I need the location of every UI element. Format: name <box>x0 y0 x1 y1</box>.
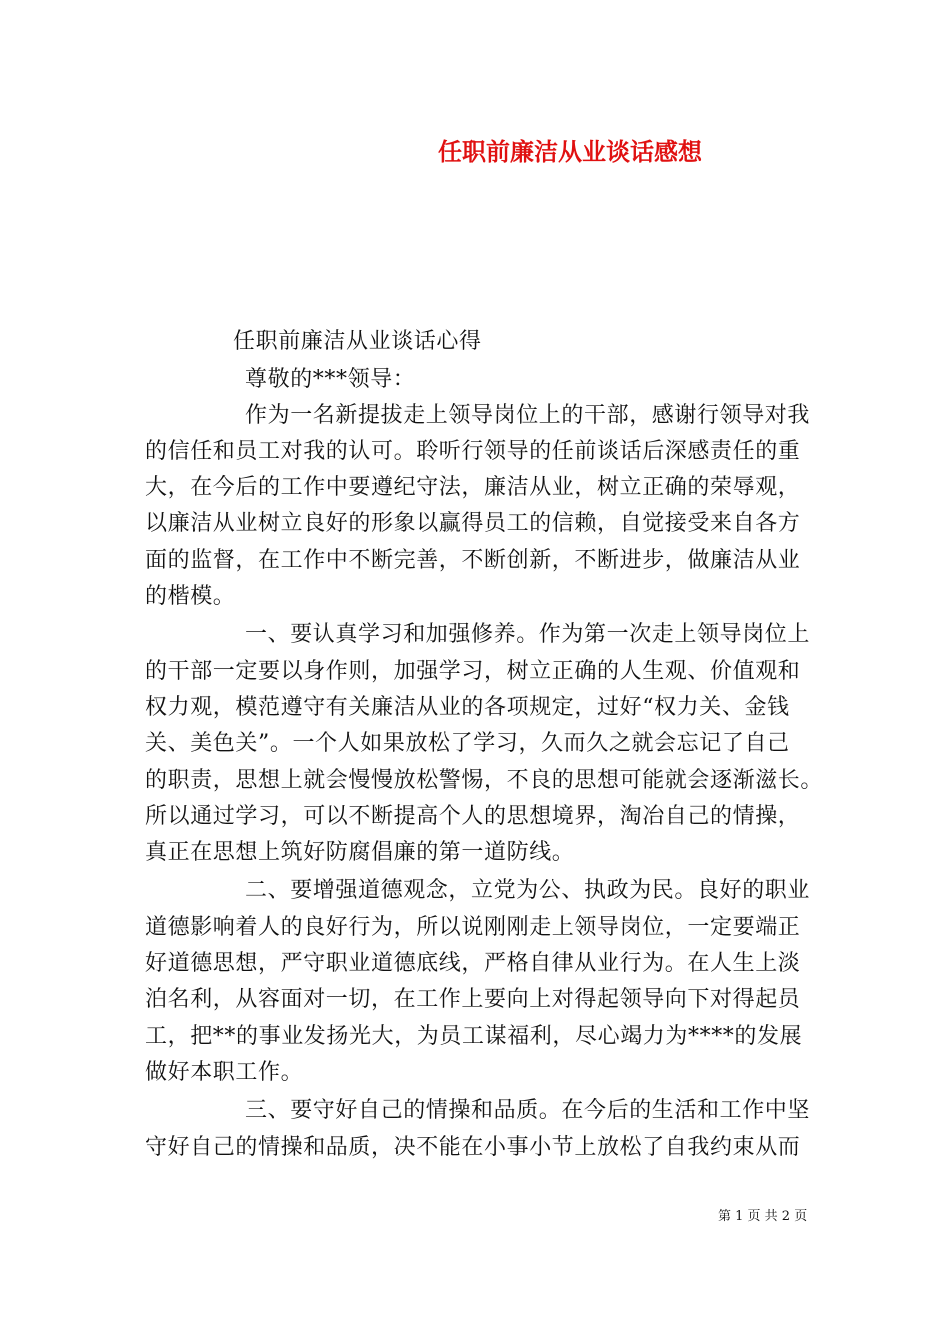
text-line: 真正在思想上筑好防腐倡廉的第一道防线。 <box>145 840 575 865</box>
text-line: 三、要守好自己的情操和品质。在今后的生活和工作中坚 <box>245 1098 811 1123</box>
text-line: 守好自己的情操和品质，决不能在小事小节上放松了自我约束从而 <box>145 1135 801 1160</box>
text-line: 工，把**的事业发扬光大，为员工谋福利，尽心竭力为****的发展 <box>145 1024 803 1049</box>
text-line: 的干部一定要以身作则，加强学习，树立正确的人生观、价值观和 <box>145 659 801 684</box>
text-line: 道德影响着人的良好行为，所以说刚刚走上领导岗位，一定要端正 <box>145 915 801 940</box>
text-line: 作为一名新提拔走上领导岗位上的干部，感谢行领导对我 <box>245 403 811 428</box>
text-line: 权力观，模范遵守有关廉洁从业的各项规定，过好“权力关、金钱 <box>145 695 790 720</box>
text-line: 好道德思想，严守职业道德底线，严格自律从业行为。在人生上淡 <box>145 951 801 976</box>
text-line: 二、要增强道德观念，立党为公、执政为民。良好的职业 <box>245 878 811 903</box>
document-subtitle: 任职前廉洁从业谈话心得 <box>233 329 482 354</box>
text-line: 以廉洁从业树立良好的形象以赢得员工的信赖，自觉接受来自各方 <box>145 511 801 536</box>
salutation: 尊敬的***领导： <box>245 367 416 392</box>
text-line: 的职责，思想上就会慢慢放松警惕，不良的思想可能就会逐渐滋长。 <box>145 768 824 793</box>
text-line: 大，在今后的工作中要遵纪守法，廉洁从业，树立正确的荣辱观， <box>145 475 801 500</box>
document-title: 任职前廉洁从业谈话感想 <box>438 137 702 166</box>
page-number: 第 1 页 共 2 页 <box>718 1209 808 1224</box>
text-line: 面的监督，在工作中不断完善，不断创新，不断进步，做廉洁从业 <box>145 548 801 573</box>
text-line: 一、要认真学习和加强修养。作为第一次走上领导岗位上 <box>245 622 811 647</box>
text-line: 关、美色关”。一个人如果放松了学习，久而久之就会忘记了自己 <box>145 731 790 756</box>
text-line: 的楷模。 <box>145 584 236 609</box>
text-line: 泊名利，从容面对一切，在工作上要向上对得起领导向下对得起员 <box>145 987 801 1012</box>
text-line: 的信任和员工对我的认可。聆听行领导的任前谈话后深感责任的重 <box>145 439 801 464</box>
text-line: 所以通过学习，可以不断提高个人的思想境界，淘冶自己的情操， <box>145 804 801 829</box>
text-line: 做好本职工作。 <box>145 1060 304 1085</box>
